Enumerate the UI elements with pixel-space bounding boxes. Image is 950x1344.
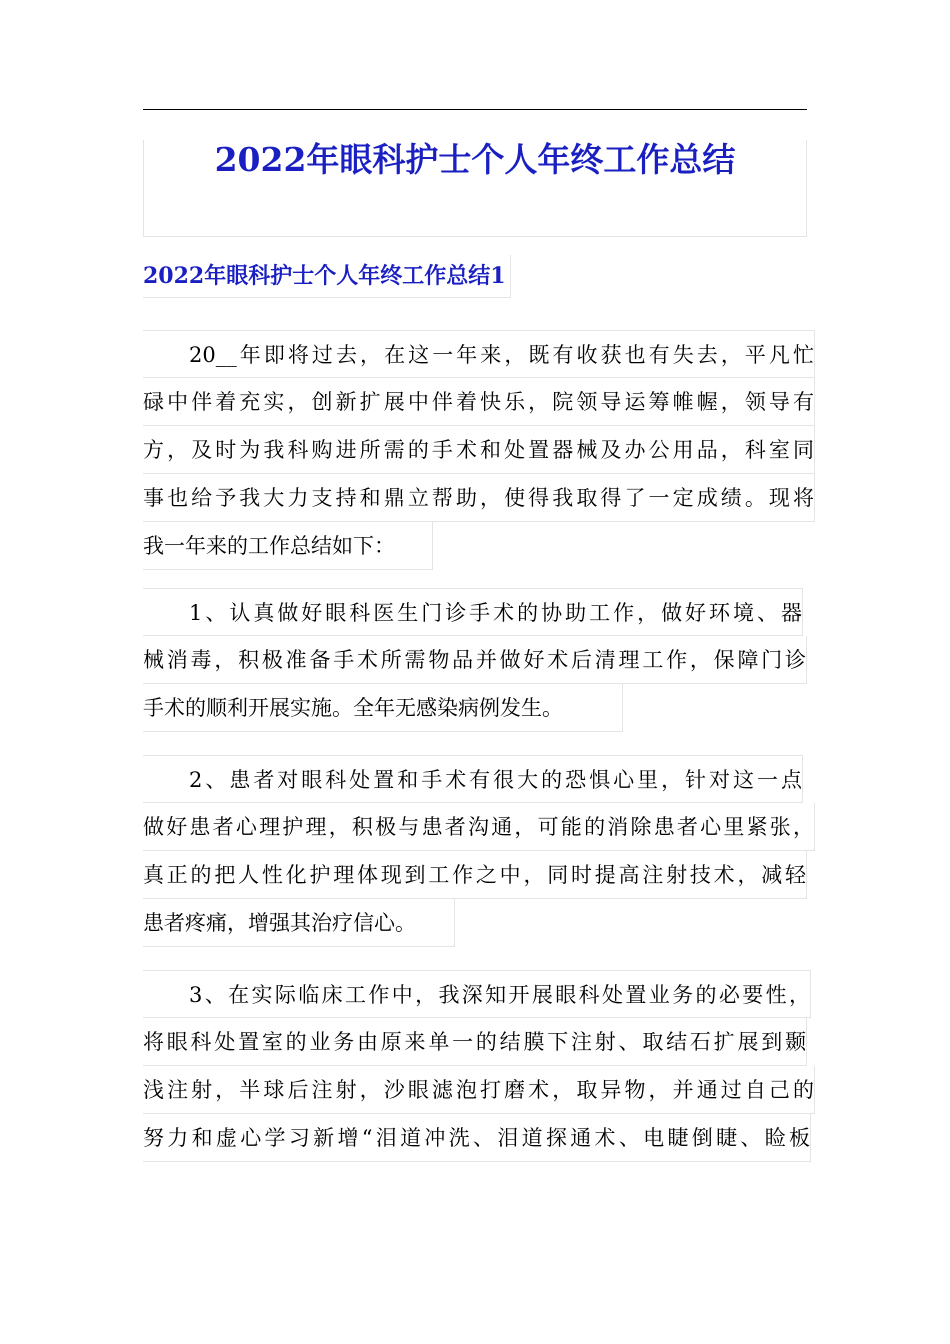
paragraph-line: 械消毒，积极准备手术所需物品并做好术后清理工作，保障门诊 <box>143 636 807 684</box>
section-heading: 2022年眼科护士个人年终工作总结1 <box>143 255 511 298</box>
paragraph-line: 努力和虚心学习新增“泪道冲洗、泪道探通术、电睫倒睫、睑板 <box>143 1114 811 1162</box>
title-box <box>143 140 807 237</box>
paragraph-line: 碌中伴着充实，创新扩展中伴着快乐，院领导运筹帷幄，领导有 <box>143 378 815 426</box>
paragraph-line: 20__年即将过去，在这一年来，既有收获也有失去，平凡忙 <box>143 330 815 378</box>
paragraph-line: 3、在实际临床工作中，我深知开展眼科处置业务的必要性， <box>143 970 811 1018</box>
paragraph-line: 我一年来的工作总结如下： <box>143 522 433 570</box>
paragraph-line: 方，及时为我科购进所需的手术和处置器械及办公用品，科室同 <box>143 426 815 474</box>
paragraph-line: 2、患者对眼科处置和手术有很大的恐惧心里，针对这一点 <box>143 755 803 803</box>
paragraph-intro <box>143 330 815 570</box>
paragraph-line: 浅注射，半球后注射，沙眼滤泡打磨术，取异物，并通过自己的 <box>143 1066 815 1114</box>
paragraph-line: 事也给予我大力支持和鼎立帮助，使得我取得了一定成绩。现将 <box>143 474 815 522</box>
paragraph-line: 患者疼痛，增强其治疗信心。 <box>143 899 455 947</box>
paragraph-line: 手术的顺利开展实施。全年无感染病例发生。 <box>143 684 623 732</box>
header-rule <box>143 109 807 110</box>
paragraph-line: 将眼科处置室的业务由原来单一的结膜下注射、取结石扩展到颞 <box>143 1018 807 1066</box>
document-title: 2022年眼科护士个人年终工作总结 <box>214 140 736 179</box>
paragraph-line: 真正的把人性化护理体现到工作之中，同时提高注射技术，减轻 <box>143 851 807 899</box>
paragraph-line: 1、认真做好眼科医生门诊手术的协助工作，做好环境、器 <box>143 588 803 636</box>
paragraph-item-2 <box>143 755 815 947</box>
paragraph-item-1 <box>143 588 815 732</box>
paragraph-item-3 <box>143 970 815 1162</box>
paragraph-line: 做好患者心理护理，积极与患者沟通，可能的消除患者心里紧张， <box>143 803 815 851</box>
